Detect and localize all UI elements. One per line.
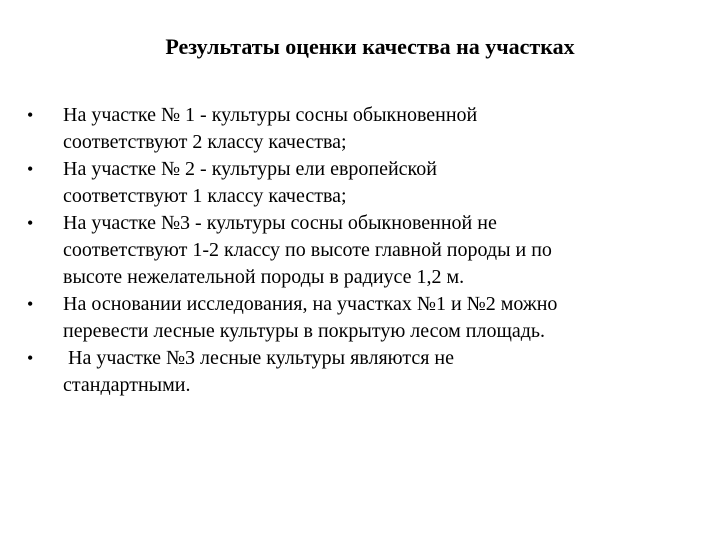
bullet-item-1 <box>27 102 687 156</box>
bullet-line: На участке №3 - культуры сосны обыкновенной не <box>63 212 497 234</box>
bullet-line: стандартными. <box>63 374 191 396</box>
bullet-line: соответствуют 1-2 классу по высоте главной породы и по <box>63 239 552 261</box>
bullet-line: соответствуют 1 классу качества; <box>63 185 347 207</box>
bullet-line: На участке № 2 - культуры ели европейской <box>63 158 437 180</box>
bullet-dot-icon: • <box>27 105 34 125</box>
bullet-item-3 <box>27 210 687 291</box>
slide-title: Результаты оценки качества на участках <box>165 34 575 59</box>
bullet-line: На участке № 1 - культуры сосны обыкновенной <box>63 104 478 126</box>
bullet-item-5 <box>27 345 687 399</box>
bullet-item-2 <box>27 156 687 210</box>
bullet-line: перевести лесные культуры в покрытую лесом площадь. <box>63 320 546 342</box>
bullet-line: На участке №3 лесные культуры являются не <box>63 347 454 369</box>
bullet-dot-icon: • <box>27 159 34 179</box>
bullet-dot-icon: • <box>27 213 34 233</box>
bullet-item-4 <box>27 291 687 345</box>
bullet-line: высоте нежелательной породы в радиусе 1,2 м. <box>63 266 465 288</box>
bullet-line: На основании исследования, на участках №1 и №2 можно <box>63 293 558 315</box>
bullet-dot-icon: • <box>27 348 34 368</box>
bullet-list <box>27 102 687 399</box>
bullet-dot-icon: • <box>27 294 34 314</box>
bullet-line: соответствуют 2 классу качества; <box>63 131 347 153</box>
